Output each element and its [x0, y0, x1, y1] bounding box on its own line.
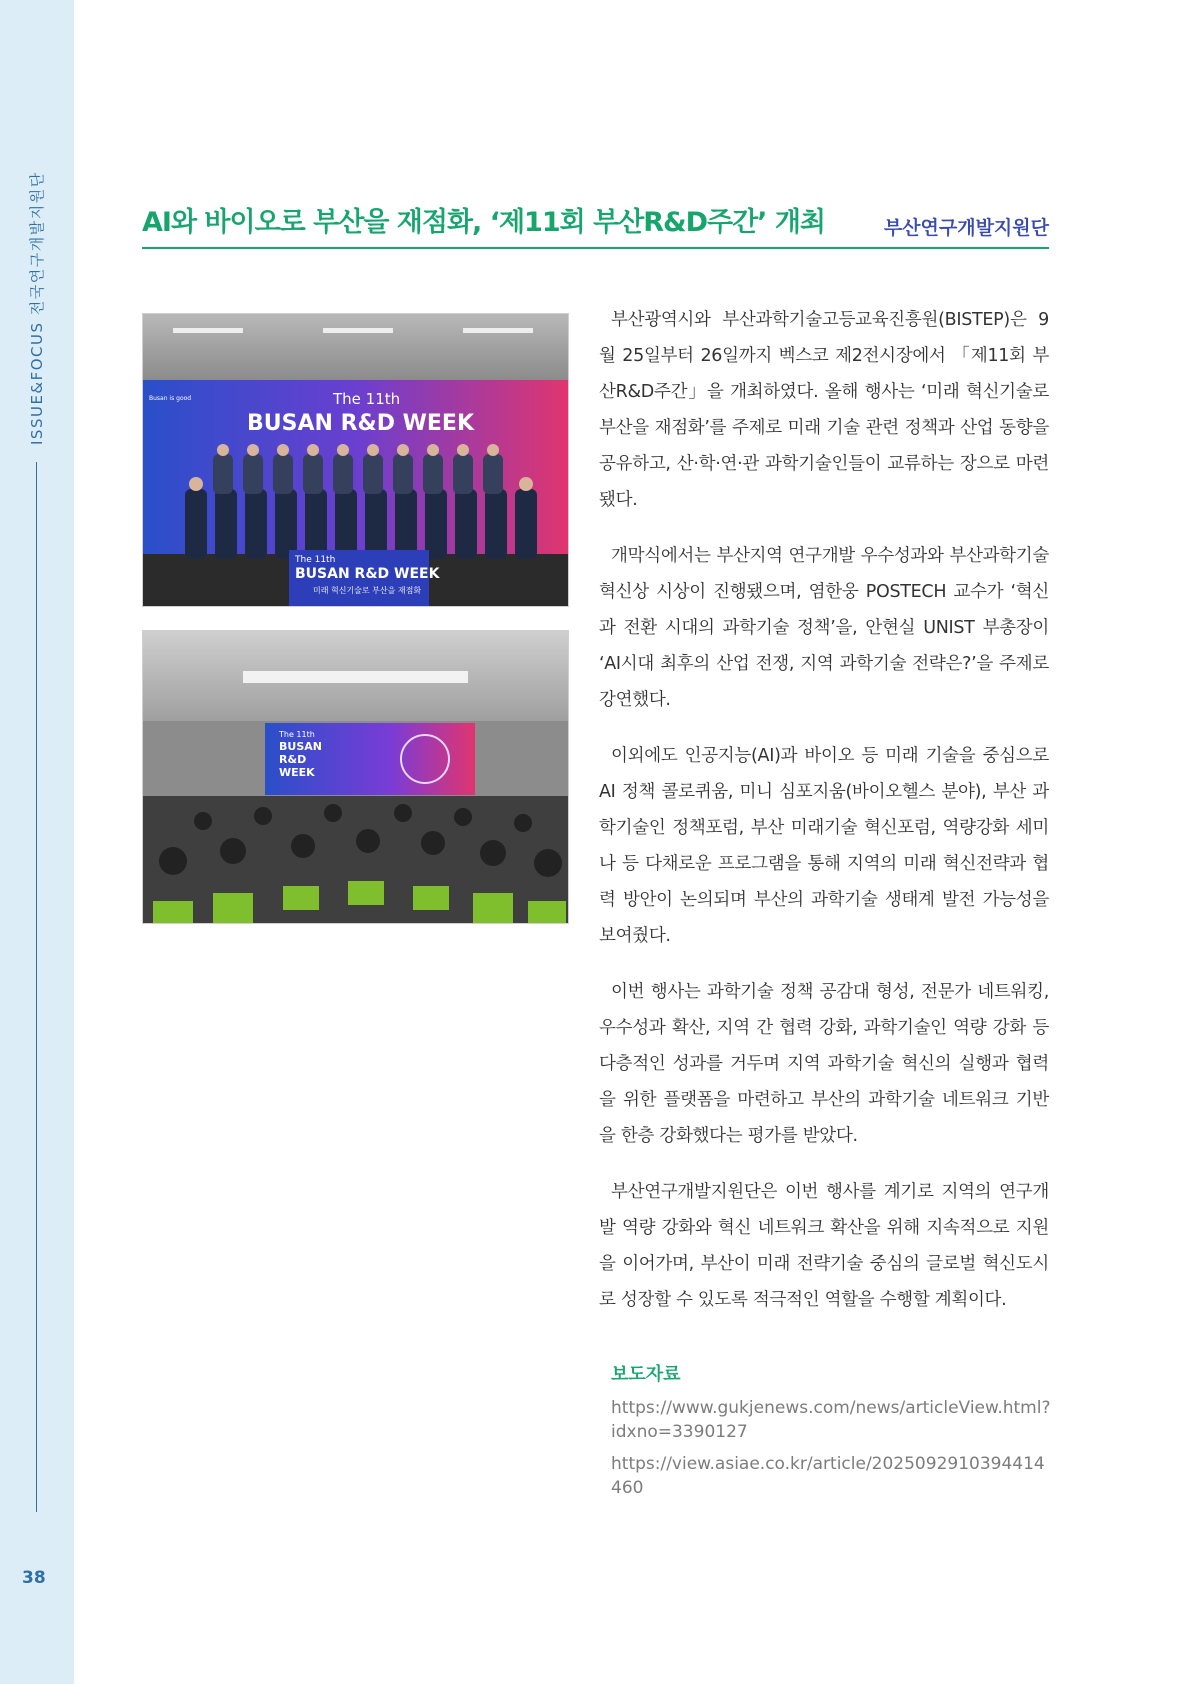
body-paragraph: 부산광역시와 부산과학기술고등교육진흥원(BISTEP)은 9월 25일부터 26일까지 벡스코 제2전시장에서 「제11회 부산R&D주간」을 개최하였다. 올해 행사는 ‘미래 혁신기술로 부산을 재점화’를 주제로 미래 기술 관련 정책과 산업 동향을 공유하고, 산·학·연·관 과학기술인들이 교류하는 장으로 마련됐다.	[599, 310, 1049, 510]
references-title: 보도자료	[611, 1364, 681, 1385]
sidebar	[0, 0, 74, 1684]
body-paragraph: 개막식에서는 부산지역 연구개발 우수성과와 부산과학기술혁신상 시상이 진행됐으며, 염한웅 POSTECH 교수가 ‘혁신과 전환 시대의 과학기술 정책’을, 안현실 UNIST 부총장이 ‘AI시대 최후의 산업 전쟁, 지역 과학기술 전략은?’을 주제로 강연했다.	[599, 546, 1049, 710]
banner-logo: Busan is good	[149, 395, 192, 402]
banner-line2: BUSAN R&D WEEK	[247, 411, 474, 436]
reference-link[interactable]: https://www.gukjenews.com/news/articleView.html?idxno=3390127	[611, 1398, 1051, 1442]
page-number: 38	[22, 1568, 46, 1588]
screen-line3: R&D	[279, 753, 307, 766]
banner-line1: The 11th	[333, 390, 401, 408]
article-title: AI와 바이오로 부산을 재점화, ‘제11회 부산R&D주간’ 개최	[142, 207, 825, 238]
title-rule	[142, 247, 1049, 249]
body-paragraph: 이외에도 인공지능(AI)과 바이오 등 미래 기술을 중심으로 AI 정책 콜로퀴움, 미니 심포지움(바이오헬스 분야), 부산 과학기술인 정책포럼, 부산 미래기술 혁신포럼, 역량강화 세미나 등 다채로운 프로그램을 통해 지역의 미래 혁신전략과 협력 방안이 논의되며 부산의 과학기술 생태계 발전 가능성을 보여줬다.	[599, 746, 1049, 946]
press-references	[611, 1360, 1051, 1508]
podium-line2: BUSAN R&D WEEK	[295, 566, 440, 582]
sidebar-section-label: ISSUE&FOCUS 전국연구개발지원단	[28, 171, 46, 445]
organization-name: 부산연구개발지원단	[883, 217, 1049, 239]
podium-line1: The 11th	[295, 555, 336, 565]
screen-line4: WEEK	[279, 766, 315, 779]
screen-line1: The 11th	[279, 730, 315, 739]
screen-line2: BUSAN	[279, 740, 322, 753]
group-photo	[142, 313, 569, 607]
sidebar-divider	[36, 462, 37, 1512]
podium-line3: 미래 혁신기술로 부산을 재점화	[313, 586, 422, 595]
body-paragraph: 이번 행사는 과학기술 정책 공감대 형성, 전문가 네트워킹, 우수성과 확산, 지역 간 협력 강화, 과학기술인 역량 강화 등 다층적인 성과를 거두며 지역 과학기술 혁신의 실행과 협력을 위한 플랫폼을 마련하고 부산의 과학기술 네트워크 기반을 한층 강화했다는 평가를 받았다.	[599, 982, 1049, 1146]
reference-link[interactable]: https://view.asiae.co.kr/article/2025092910394414460	[611, 1454, 1045, 1498]
audience-photo	[142, 630, 569, 924]
body-paragraph: 부산연구개발지원단은 이번 행사를 계기로 지역의 연구개발 역량 강화와 혁신 네트워크 확산을 위해 지속적으로 지원을 이어가며, 부산이 미래 전략기술 중심의 글로벌 혁신도시로 성장할 수 있도록 적극적인 역할을 수행할 계획이다.	[599, 1182, 1049, 1310]
article-body	[599, 302, 1049, 1338]
